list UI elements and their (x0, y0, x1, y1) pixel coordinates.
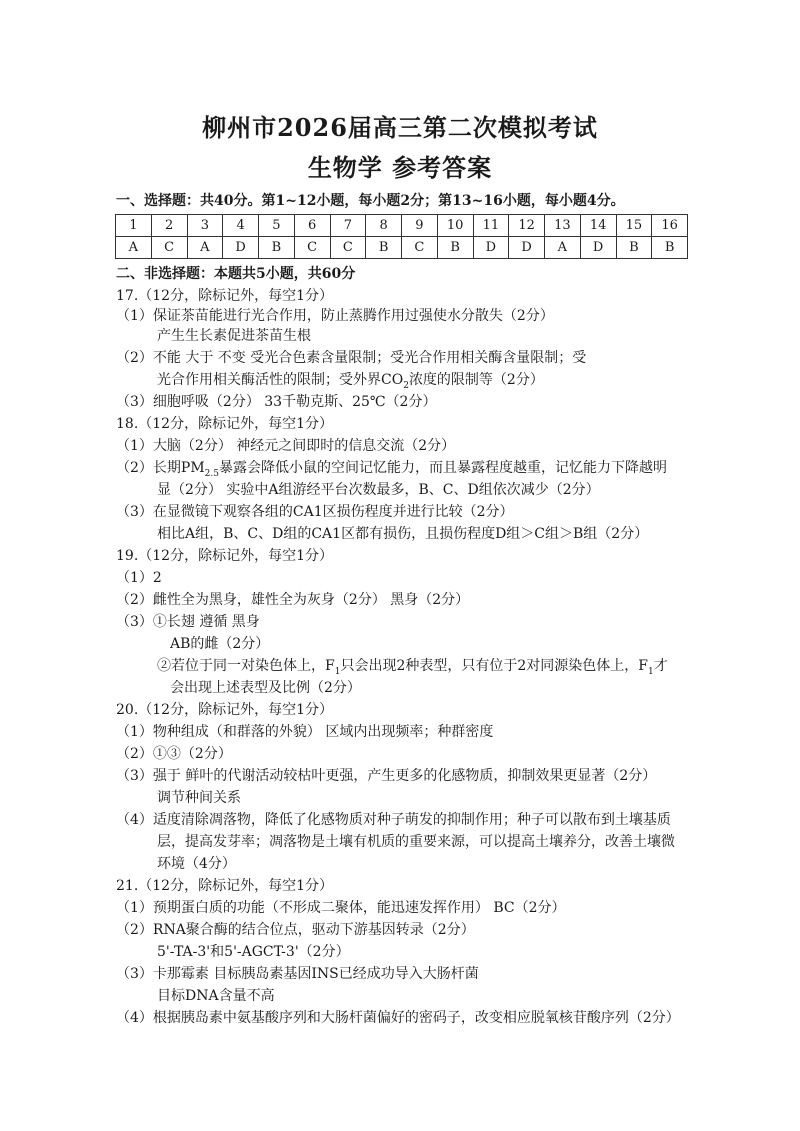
text-span: （2）长期PM (116, 460, 205, 476)
answer-table-answer-row (116, 237, 688, 259)
table-cell: D (473, 237, 509, 259)
text-span: ②若位于同一对染色体上，F (157, 658, 335, 674)
q19-line: 会出现上述表型及比例（2分） (170, 680, 361, 696)
page-title: 柳州市2026届高三第二次模拟考试 (202, 113, 598, 142)
table-cell: D (580, 237, 616, 259)
q20-line: （3）强于 鲜叶的代谢活动较枯叶更强，产生更多的化感物质，抑制效果更显著（2分） (116, 768, 657, 784)
table-cell: B (652, 237, 688, 259)
q20-line: 环境（4分） (157, 856, 236, 872)
table-cell: 15 (616, 215, 652, 237)
q17-line: （1）保证茶苗能进行光合作用，防止蒸腾作用过强使水分散失（2分） (116, 308, 554, 324)
table-cell: A (545, 237, 581, 259)
text-span: 光合作用相关酶活性的限制；受外界CO (157, 372, 404, 388)
subscript: 1 (334, 666, 341, 677)
q19-line: AB的雌（2分） (170, 636, 270, 652)
table-cell: 1 (116, 215, 152, 237)
section-choice-header: 一、选择题：共40分。第1~12小题，每小题2分；第13~16小题，每小题4分。 (116, 193, 625, 209)
table-cell: C (151, 237, 187, 259)
table-cell: 10 (437, 215, 473, 237)
q20-line: （4）适度清除凋落物，降低了化感物质对种子萌发的抑制作用；种子可以散布到土壤基质 (116, 812, 671, 828)
q19-line: （1）2 (116, 570, 162, 586)
q20-line: 调节种间关系 (157, 790, 241, 806)
table-cell: 7 (330, 215, 366, 237)
q17-line: 产生生长素促进茶苗生根 (157, 328, 311, 344)
table-cell: B (366, 237, 402, 259)
text-span: 只会出现2种表型，只有位于2对同源染色体上，F (340, 658, 648, 674)
q20-line: 层，提高发芽率；凋落物是土壤有机质的重要来源，可以提高土壤养分，改善土壤微 (157, 834, 675, 850)
table-cell: 6 (294, 215, 330, 237)
q20-line: （1）物种组成（和群落的外貌） 区域内出现频率；种群密度 (116, 724, 494, 740)
table-cell: 16 (652, 215, 688, 237)
table-cell: 8 (366, 215, 402, 237)
q19-line: （2）雌性全为黑身，雄性全为灰身（2分） 黑身（2分） (116, 592, 470, 608)
q17-header: 17.（12分，除标记外，每空1分） (116, 288, 333, 304)
text-span: 暴露会降低小鼠的空间记忆能力，而且暴露程度越重，记忆能力下降越明 (219, 460, 667, 476)
q21-line: 5'-TA-3'和5'-AGCT-3'（2分） (157, 944, 350, 960)
table-cell: 11 (473, 215, 509, 237)
subscript: 2.5 (204, 468, 219, 479)
table-cell: 14 (580, 215, 616, 237)
q17-line: （3）细胞呼吸（2分） 33千勒克斯、25℃（2分） (116, 394, 437, 410)
text-span: 才 (653, 658, 668, 674)
table-cell: 3 (187, 215, 223, 237)
table-cell: A (187, 237, 223, 259)
table-cell: 13 (545, 215, 581, 237)
q21-header: 21.（12分，除标记外，每空1分） (116, 878, 333, 894)
q18-line: 相比A组，B、C、D组的CA1区都有损伤，且损伤程度D组＞C组＞B组（2分） (157, 526, 649, 542)
table-cell: C (402, 237, 438, 259)
section-open-header: 二、非选择题：本题共5小题，共60分 (116, 266, 356, 282)
table-cell: D (223, 237, 259, 259)
q20-header: 20.（12分，除标记外，每空1分） (116, 702, 333, 718)
q21-line: 目标DNA含量不高 (157, 988, 275, 1004)
q18-line: （3）在显微镜下观察各组的CA1区损伤程度并进行比较（2分） (116, 504, 514, 520)
q20-line: （2）①③（2分） (116, 746, 232, 762)
q21-line: （1）预期蛋白质的功能（不形成二聚体，能迅速发挥作用） BC（2分） (116, 900, 566, 916)
q21-line: （2）RNA聚合酶的结合位点，驱动下游基因转录（2分） (116, 922, 475, 938)
table-cell: 12 (509, 215, 545, 237)
answer-table (115, 214, 688, 259)
table-cell: 5 (259, 215, 295, 237)
q18-header: 18.（12分，除标记外，每空1分） (116, 416, 333, 432)
text-span: 浓度的限制等（2分） (408, 372, 544, 388)
answer-table-number-row (116, 215, 688, 237)
q18-line: （1）大脑（2分） 神经元之间即时的信息交流（2分） (116, 438, 456, 454)
q21-line: （3）卡那霉素 目标胰岛素基因INS已经成功导入大肠杆菌 (116, 966, 479, 982)
q19-header: 19.（12分，除标记外，每空1分） (116, 548, 333, 564)
table-cell: 4 (223, 215, 259, 237)
table-cell: C (294, 237, 330, 259)
table-cell: B (437, 237, 473, 259)
table-cell: A (116, 237, 152, 259)
q17-line: （2）不能 大于 不变 受光合色素含量限制；受光合作用相关酶含量限制；受 (116, 350, 587, 366)
table-cell: 9 (402, 215, 438, 237)
table-cell: C (330, 237, 366, 259)
page-subtitle: 生物学 参考答案 (307, 153, 493, 182)
table-cell: D (509, 237, 545, 259)
q21-line: （4）根据胰岛素中氨基酸序列和大肠杆菌偏好的密码子，改变相应脱氧核苷酸序列（2分） (116, 1010, 680, 1026)
table-cell: B (259, 237, 295, 259)
subscript: 1 (647, 666, 654, 677)
table-cell: B (616, 237, 652, 259)
q18-line: 显（2分） 实验中A组游经平台次数最多，B、C、D组依次减少（2分） (157, 482, 600, 498)
table-cell: 2 (151, 215, 187, 237)
q19-line: （3）①长翅 遵循 黑身 (116, 614, 260, 630)
subscript: 2 (403, 380, 409, 391)
